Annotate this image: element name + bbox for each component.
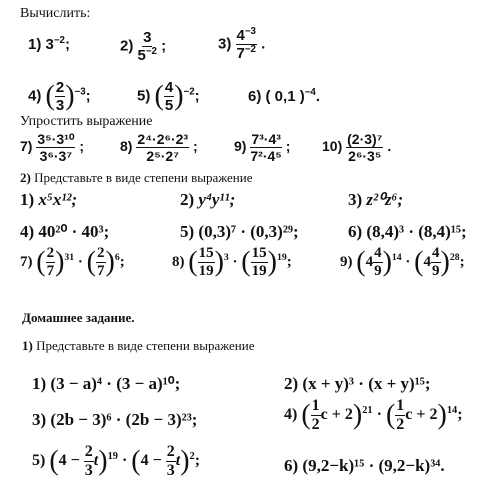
hw-task-3: 3) (2b − 3)⁶ · (2b − 3)²³;: [32, 410, 198, 429]
section-title-compute: Вычислить:: [20, 6, 91, 21]
homework-title: Домашнее задание.: [22, 310, 135, 325]
task-3-3: 3) z²⁰z⁶;: [348, 190, 404, 209]
section-title-simplify: Упростить выражение: [20, 114, 153, 129]
task-1-3: 3) $\frac{4^{-3}}{7^{-2}}$ .: [218, 26, 266, 62]
task-1-4: 4) ( $\frac{2}{3}$ )$^{-3}$;: [28, 79, 91, 114]
section-title-power: 2) Представьте в виде степени выражение: [20, 170, 253, 185]
hw-task-2: 2) (x + y)³ · (x + y)¹⁵;: [284, 374, 431, 393]
task-1-2: 2) $\frac{3}{5^{-2}}$ ;: [120, 29, 167, 64]
task-3-1: 1) x⁵x¹²;: [20, 190, 78, 209]
hw-task-6: 6) (9,2−k)¹⁵ · (9,2−k)³⁴.: [284, 456, 445, 475]
task-3-9: 9) (4 $\frac{4}{9}$ )$^{14}$ · (4 $\frac{4}{9}$ )$^{28}$;: [340, 245, 465, 279]
task-1-5: 5) ( $\frac{4}{5}$ )$^{-2}$;: [137, 79, 200, 114]
task-3-5: 5) (0,3)⁷ · (0,3)²⁹;: [180, 222, 299, 241]
task-1-1: 1) $3^{-2}$;: [28, 35, 70, 53]
task-1-6: 6) ( 0,1 )$^{-4}$.: [248, 87, 320, 105]
task-2-9: 9) $\frac{\text{7³·4³}}{\text{7²·4⁵}}$ ;: [234, 131, 291, 164]
task-2-7: 7) $\frac{\text{3⁵·3¹⁰}}{\text{3⁶·3⁷}}$ ;: [20, 131, 84, 164]
task-3-8: 8) ( $\frac{15}{19}$ )$^3$ · ( $\frac{15}{19}$ )$^{19}$;: [172, 245, 292, 279]
task-3-7: 7) ( $\frac{2}{7}$ )$^{31}$ · ( $\frac{2}{7}$ )$^6$;: [20, 245, 125, 279]
task-2-8: 8) $\frac{\text{2⁴·2⁶·2³}}{\text{2⁵·2⁷}}$ ;: [120, 131, 198, 164]
task-3-6: 6) (8,4)³ · (8,4)¹⁵;: [348, 222, 467, 241]
hw-task-4: 4) ( $\frac{1}{2}$ c + 2)$^{21}$ · ( $\frac{1}{2}$ c + 2)$^{14}$;: [284, 397, 463, 433]
task-2-10: 10) $\frac{\text{(2·3)⁷}}{\text{2⁶·3⁵}}$ .: [322, 131, 392, 164]
hw-task-5: 5) (4 − $\frac{2}{3}$ t)$^{19}$ · (4 − $\frac{2}{3}$ t)$^2$;: [32, 443, 201, 479]
task-3-2: 2) y⁴y¹¹;: [180, 190, 236, 209]
hw-task-1: 1) (3 − a)⁴ · (3 − a)¹⁰;: [32, 374, 181, 393]
homework-subtitle: 1) Представьте в виде степени выражение: [22, 338, 255, 353]
task-3-4: 4) 40²⁰ · 40³;: [20, 222, 110, 241]
